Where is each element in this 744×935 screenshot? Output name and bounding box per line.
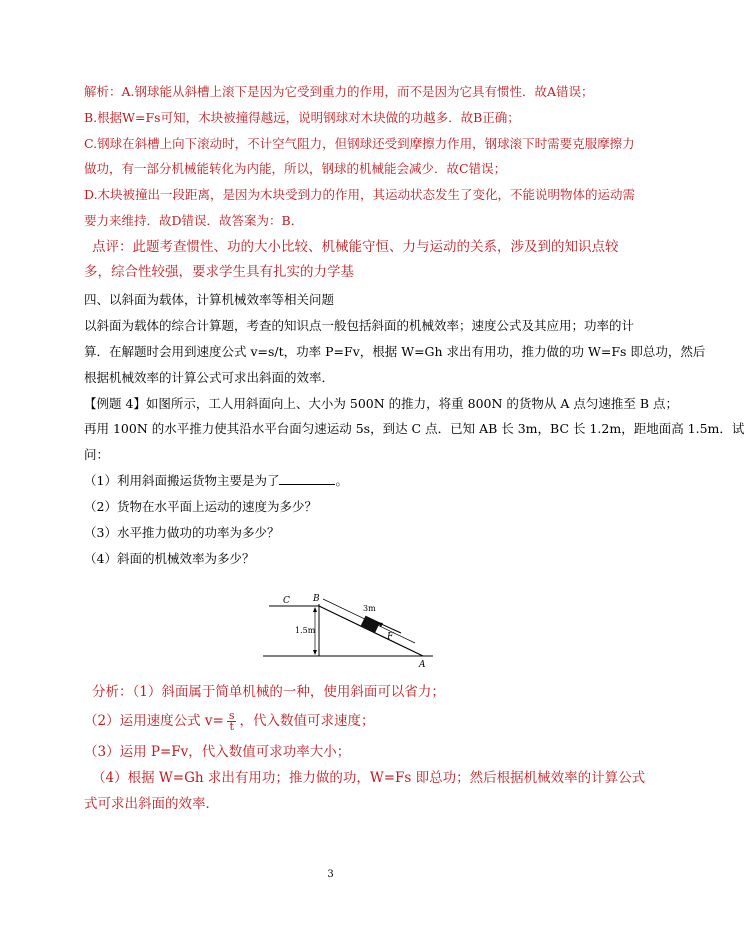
analysis-line-d1: D.木块被撞出一段距离，是因为木块受到力的作用，其运动状态发生了变化，不能说明物体的运动需 [84,187,636,202]
section-paragraph-3: 根据机械效率的计算公式可求出斜面的效率． [84,370,335,385]
fraction-denominator: t [229,720,234,733]
analysis-line-a: 解析：A.钢球能从斜槽上滚下是因为它受到重力的作用，而不是因为它具有惯性．故A错误； [84,84,594,99]
question-1-text: （1）利用斜面搬运货物主要是为了 [84,473,280,488]
velocity-fraction [227,711,237,732]
incline-figure [263,581,435,676]
label-height: 1.5m [295,626,316,635]
comment-line-1: 点评：此题考查惯性、功的大小比较、机械能守恒、力与运动的关系，涉及到的知识点较 [92,239,619,255]
analysis-line-c1: C.钢球在斜槽上向下滚动时，不计空气阻力，但钢球还受到摩擦力作用，钢球滚下时需要克服摩擦力 [84,136,635,151]
analysis-line-d2: 要力来维持．故D错误．故答案为：B． [84,213,304,228]
section-heading: 四、以斜面为载体，计算机械效率等相关问题 [84,292,335,307]
label-c: C [283,596,290,606]
question-1-end: 。 [335,473,348,488]
analysis-line-b: B.根据W=Fs可知，木块被撞得越远，说明钢球对木块做的功越多．故B正确； [84,110,520,125]
question-3: （3）水平推力做功的功率为多少？ [84,525,280,540]
solution-line-4b: 式可求出斜面的效率． [84,796,219,812]
comment-line-2: 多，综合性较强，要求学生具有扎实的力学基 [84,264,354,280]
analysis-line-c2: 做功，有一部分机械能转化为内能，所以，钢球的机械能会减少．故C错误； [84,161,507,176]
question-1 [84,473,348,489]
solution-line-3: （3）运用 P=Fv，代入数值可求功率大小； [84,744,351,760]
solution-line-2 [84,711,374,732]
section-paragraph-2: 算．在解题时会用到速度公式 v=s/t，功率 P=Fv，根据 W=Gh 求出有用功，推力做的功 W=Fs 即总功，然后 [84,344,706,359]
example-line-2: 再用 100N 的水平推力使其沿水平台面匀速运动 5s，到达 C 点．已知 AB 长 3m，BC 长 1.2m，距地面高 1.5m．试 [84,421,744,436]
example-line-1: 【例题 4】如图所示，工人用斜面向上、大小为 500N 的推力，将重 800N 的货物从 A 点匀速推至 B 点； [84,396,679,411]
page-number: 3 [327,869,334,880]
label-a: A [419,660,426,670]
incline-surface [319,606,423,656]
solution-line-4a: （4）根据 W=Gh 求出有用功；推力做的功，W=Fs 即总功；然后根据机械效率的计算公式 [92,770,646,786]
example-line-3: 问： [84,447,110,462]
section-paragraph-1: 以斜面为载体的综合计算题，考查的知识点一般包括斜面的机械效率；速度公式及其应用；功率的计 [84,318,635,333]
solution-line-2-post: ，代入数值可求速度； [239,713,375,729]
label-length: 3m [363,604,376,613]
solution-line-2-pre: （2）运用速度公式 v= [84,713,224,729]
question-4: （4）斜面的机械效率为多少？ [84,551,255,566]
label-b: B [313,594,320,604]
fraction-numerator: s [228,709,235,722]
solution-line-1: 分析：（1）斜面属于简单机械的一种，使用斜面可以省力； [92,684,445,700]
answer-blank [279,473,335,485]
label-f: F [387,632,394,642]
question-2: （2）货物在水平面上运动的速度为多少？ [84,499,317,514]
